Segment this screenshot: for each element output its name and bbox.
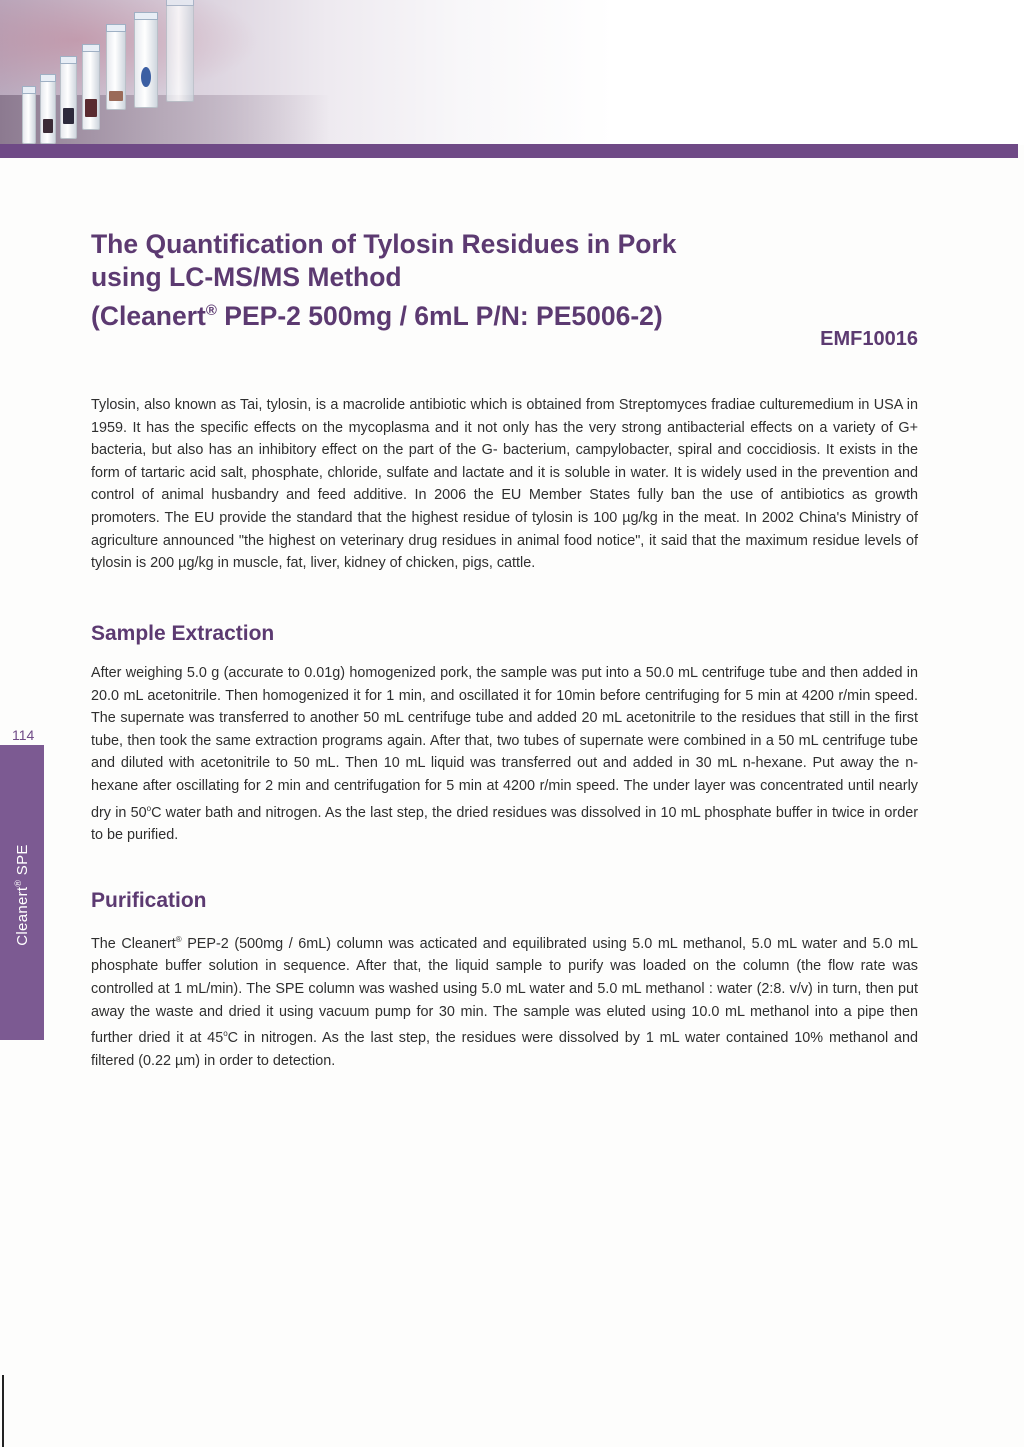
tube-icon: [22, 92, 36, 144]
tube-icon: [60, 62, 77, 139]
section-tab: [0, 745, 44, 1040]
tube-icon: [40, 80, 56, 144]
banner-shade: [0, 0, 260, 100]
document-title: The Quantification of Tylosin Residues in Pork using LC-MS/MS Method (Cleanert® PEP-2 500mg / 6mL P/N: PE5006-2): [91, 229, 677, 331]
header-stripe: [0, 144, 1018, 158]
purification-heading: Purification: [91, 889, 207, 912]
sample-extraction-paragraph: After weighing 5.0 g (accurate to 0.01g) homogenized pork, the sample was put into a 50.0 mL centrifuge tube and then added in 20.0 mL acetonitrile. Then homogenized it for 1 min, and oscillated it for 10min before centrifuging for 5 min at 4200 r/min speed. The supernate was transferred to another 50 mL centrifuge tube and added 20 mL acetonitrile to the residues that still in the first tube, then took the same extraction programs again. After that, two tubes of supernate were combined in a 50 mL centrifuge tube and diluted with acetonitrile to 50 mL. Then 10 mL liquid was transferred out and added in 30 mL n-hexane. Put away the n-hexane after oscillating for 2 min and centrifugation for 5 min at 4200 r/min speed. The under layer was concentrated until nearly dry in 50$^o$C water bath and nitrogen. As the last step, the dried residues was dissolved in 10 mL phosphate buffer in twice in order to be purified.: [91, 665, 918, 843]
binding-edge: [2, 1375, 4, 1447]
purification-paragraph: The Cleanert® PEP-2 (500mg / 6mL) column was acticated and equilibrated using 5.0 mL methanol, 5.0 mL water and 5.0 mL phosphate buffer solution in sequence. After that, the liquid sample to purify was loaded on the column (the flow rate was controlled at 1 mL/min). The SPE column was washed using 5.0 mL water and 5.0 mL methanol : water (2:8. v/v) in turn, then put away the waste and dried it using vacuum pump for 30 min. The sample was eluted using 10.0 mL methanol into a pipe then further dried it at 45$^o$C in nitrogen. As the last step, the residues were dissolved by 1 mL water contained 10% methanol and filtered (0.22 µm) in order to detection.: [91, 935, 918, 1069]
intro-paragraph: Tylosin, also known as Tai, tylosin, is a macrolide antibiotic which is obtained from Streptomyces fradiae culturemedium in USA in 1959. It has the specific effects on the mycoplasma and it not only has the very strong antibacterial effects on a variety of G+ bacteria, but also has an inhibitory effect on the part of the G- bacterium, campylobacter, spiral and coccidiosis. It exists in the form of tartaric acid salt, phosphate, chloride, sulfate and lactate and it is soluble in water. It is widely used in the prevention and control of animal husbandry and feed additive. In 2006 the EU Member States fully ban the use of antibiotics as growth promoters. The EU provide the standard that the highest residue of tylosin is 100 µg/kg in the meat. In 2002 China's Ministry of agriculture announced "the highest on veterinary drug residues in animal food notice", it said that the maximum residue levels of tylosin is 200 µg/kg in muscle, fat, liver, kidney of chicken, pigs, cattle.: [91, 397, 918, 572]
header-banner: [0, 0, 1024, 145]
document-code: EMF10016: [820, 328, 918, 350]
tube-icon: [82, 50, 100, 130]
tube-icon: [106, 30, 126, 110]
page-number: 114: [12, 727, 35, 743]
sample-extraction-heading: Sample Extraction: [91, 622, 275, 645]
cartridge-icon: [134, 18, 158, 108]
section-tab-label: Cleanert® SPE: [13, 844, 31, 946]
cartridge-icon: [166, 4, 194, 102]
